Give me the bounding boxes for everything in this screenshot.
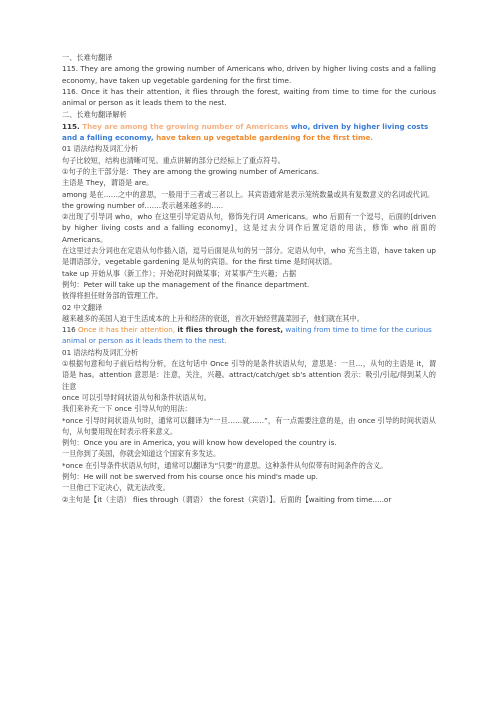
h116-participle: waiting from time to time for the curious animal or person as it leads them to the nest. <box>62 325 432 346</box>
para-l06: the growing number of…….表示越来越多的….. <box>62 200 224 210</box>
heading-grammar-116: 01 语法结构及词汇分析 <box>62 347 139 357</box>
sentence-115: 115. They are among the growing number of Americans who, driven by higher living costs and a falling economy, have taken up vegetable gardening for the first time. <box>62 64 436 85</box>
h116-once-clause: Once it has their attention, <box>78 325 176 335</box>
example-l10: 例句：Peter will take up the management of the finance department. <box>62 279 310 289</box>
h115-main-clause: They are among the growing number of Americans <box>82 121 289 131</box>
h116-main-clause: it flies through the forest, <box>177 325 284 335</box>
section-2-title: 二、长难句翻译解析 <box>62 110 127 120</box>
para-l21: *once 在引导条件状语从句时，通常可以翻译为“只要”的意思。这种条件从句似带有时间条件的含义。 <box>62 460 388 470</box>
translation-l23: 一旦他已下定决心，就无法改变。 <box>62 483 170 493</box>
translation-l11: 彼得将担任财务部的管理工作。 <box>62 291 163 301</box>
para-l17: 我们来补充一下 once 引导从句的用法： <box>62 404 192 414</box>
sentence-116: 116. Once it has their attention, it flies through the forest, waiting from time to time for the curious animal or person as it leads them to the nest. <box>62 86 436 108</box>
highlight-sentence-116 <box>62 324 436 347</box>
h115-relative-clause: who, driven by higher living costs and a falling economy, <box>62 121 429 143</box>
para-l03: ①句子的主干部分是：They are among the growing number of Americans. <box>62 166 320 176</box>
document-page <box>62 52 436 505</box>
para-l08: 在这里过去分词也在定语从句作插入语，逗号后面是从句的另一部分。定语从句中，who 充当主语，have taken up 是谓语部分，vegetable gardening 是从句的宾语。for the first time 是时间状语。 <box>62 246 436 267</box>
h115-number: 115. <box>62 121 80 131</box>
para-l07: ②出现了引导词 who，who 在这里引导定语从句，修饰先行词 Americans。who 后面有一个逗号，后面的[driven by higher living costs and a falling economy]，这是过去分词作后置定语的用法，修饰 who 前面的 Americans。 <box>62 212 436 244</box>
para-l04: 主语是 They，谓语是 are。 <box>62 178 154 188</box>
highlight-sentence-115 <box>62 121 436 144</box>
h115-predicate: have taken up vegetable gardening for the first time. <box>156 133 374 143</box>
para-l09: take up 开始从事（新工作）；开始花时间做某事；对某事产生兴趣；占据 <box>62 268 297 278</box>
para-l05: among 是在……之中的意思，一般用于三者或三者以上。其宾语通常是表示笼统数量或具有复数意义的名词或代词。 <box>62 189 435 199</box>
example-l22: 例句：He will not be swerved from his course once his mind's made up. <box>62 471 318 481</box>
heading-grammar-115: 01 语法结构及词汇分析 <box>62 144 139 154</box>
section-1-title: 一、长难句翻译 <box>62 53 113 62</box>
para-l18: *once 引导时间状语从句时，通常可以翻译为“一旦……就……”，有一点需要注意的是，由 once 引导的时间状语从句，从句要用现在时表示将来意义。 <box>62 415 436 436</box>
example-l19: 例句：Once you are in America, you will know how developed the country is. <box>62 438 337 448</box>
para-l02: 句子比较短，结构也清晰可见。重点讲解的部分已经标上了重点符号。 <box>62 155 285 165</box>
para-l13: 越来越多的美国人迫于生活成本的上升和经济的衰退，首次开始经营蔬菜园子，他们就在其中。 <box>62 313 364 323</box>
para-l15: ①根据句意和句子前后结构分析，在这句话中 Once 引导的是条件状语从句，意思是：一旦…，从句的主语是 it，谓语是 has。attention 意思是：注意，关注，兴趣。attract/catch/get sb's attention 表示：吸引/引起/得到某人的注意 <box>62 359 436 391</box>
translation-l20: 一旦你到了美国，你就会知道这个国家有多发达。 <box>62 449 221 459</box>
para-l24: ②主句是【it（主语） flies through（谓语） the forest（宾语）】。后面的【waiting from time.....or <box>62 494 392 504</box>
para-l16: once 可以引导时间状语从句和条件状语从句。 <box>62 392 211 402</box>
heading-translation-115: 02 中文翻译 <box>62 302 103 312</box>
h116-number: 116 <box>62 325 76 335</box>
